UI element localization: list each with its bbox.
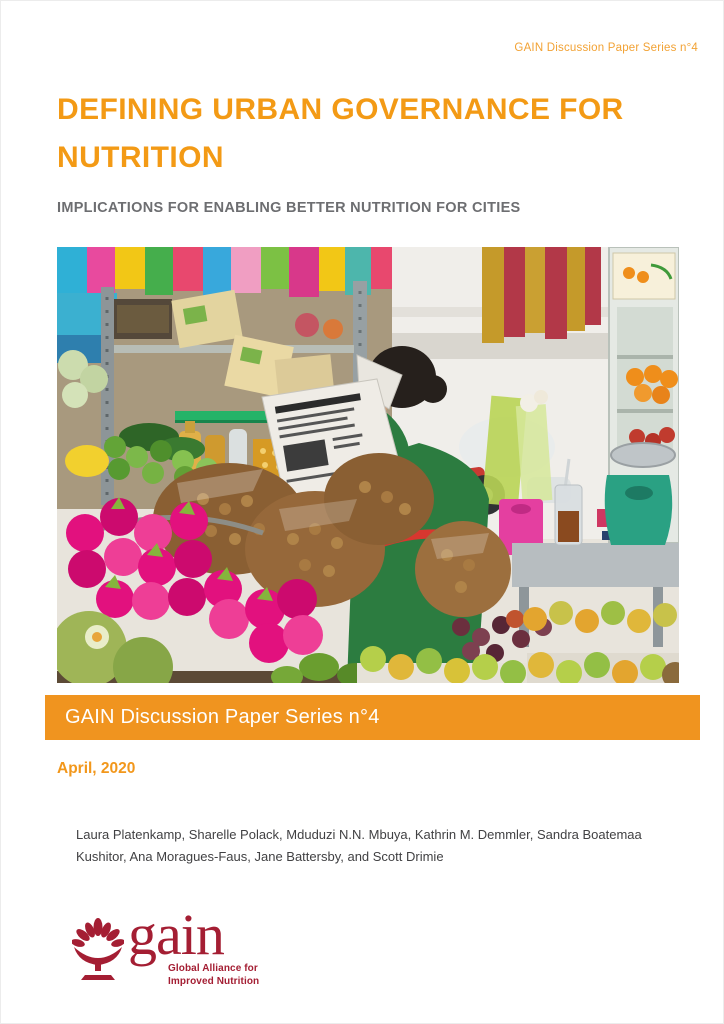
gain-tagline-line1: Global Alliance for [168,963,258,974]
series-banner-label: GAIN Discussion Paper Series n°4 [65,706,380,728]
publication-date: April, 2020 [57,760,136,777]
market-stall-photo [57,247,679,683]
canned-goods [482,247,601,343]
series-label-top: GAIN Discussion Paper Series n°4 [514,42,698,54]
gain-tagline-line2: Improved Nutrition [168,976,260,987]
gain-logo-text [128,902,260,988]
page-title: DEFINING URBAN GOVERNANCE FOR NUTRITION [57,93,624,174]
gain-wordmark: gain [128,902,224,967]
gain-emblem-icon [72,916,124,982]
page-subtitle: IMPLICATIONS FOR ENABLING BETTER NUTRITION FOR CITIES [57,200,521,216]
gain-logo [72,902,260,988]
authors-line: Laura Platenkamp, Sharelle Polack, Mduduzi N.N. Mbuya, Kathrin M. Demmler, Sandra Boatemaa Kushitor, Ana Moragues-Faus, Jane Battersby, and Scott Drimie [76,827,642,864]
gain-tagline [168,962,259,988]
market-stall-illustration [57,247,679,683]
series-banner [45,695,700,740]
